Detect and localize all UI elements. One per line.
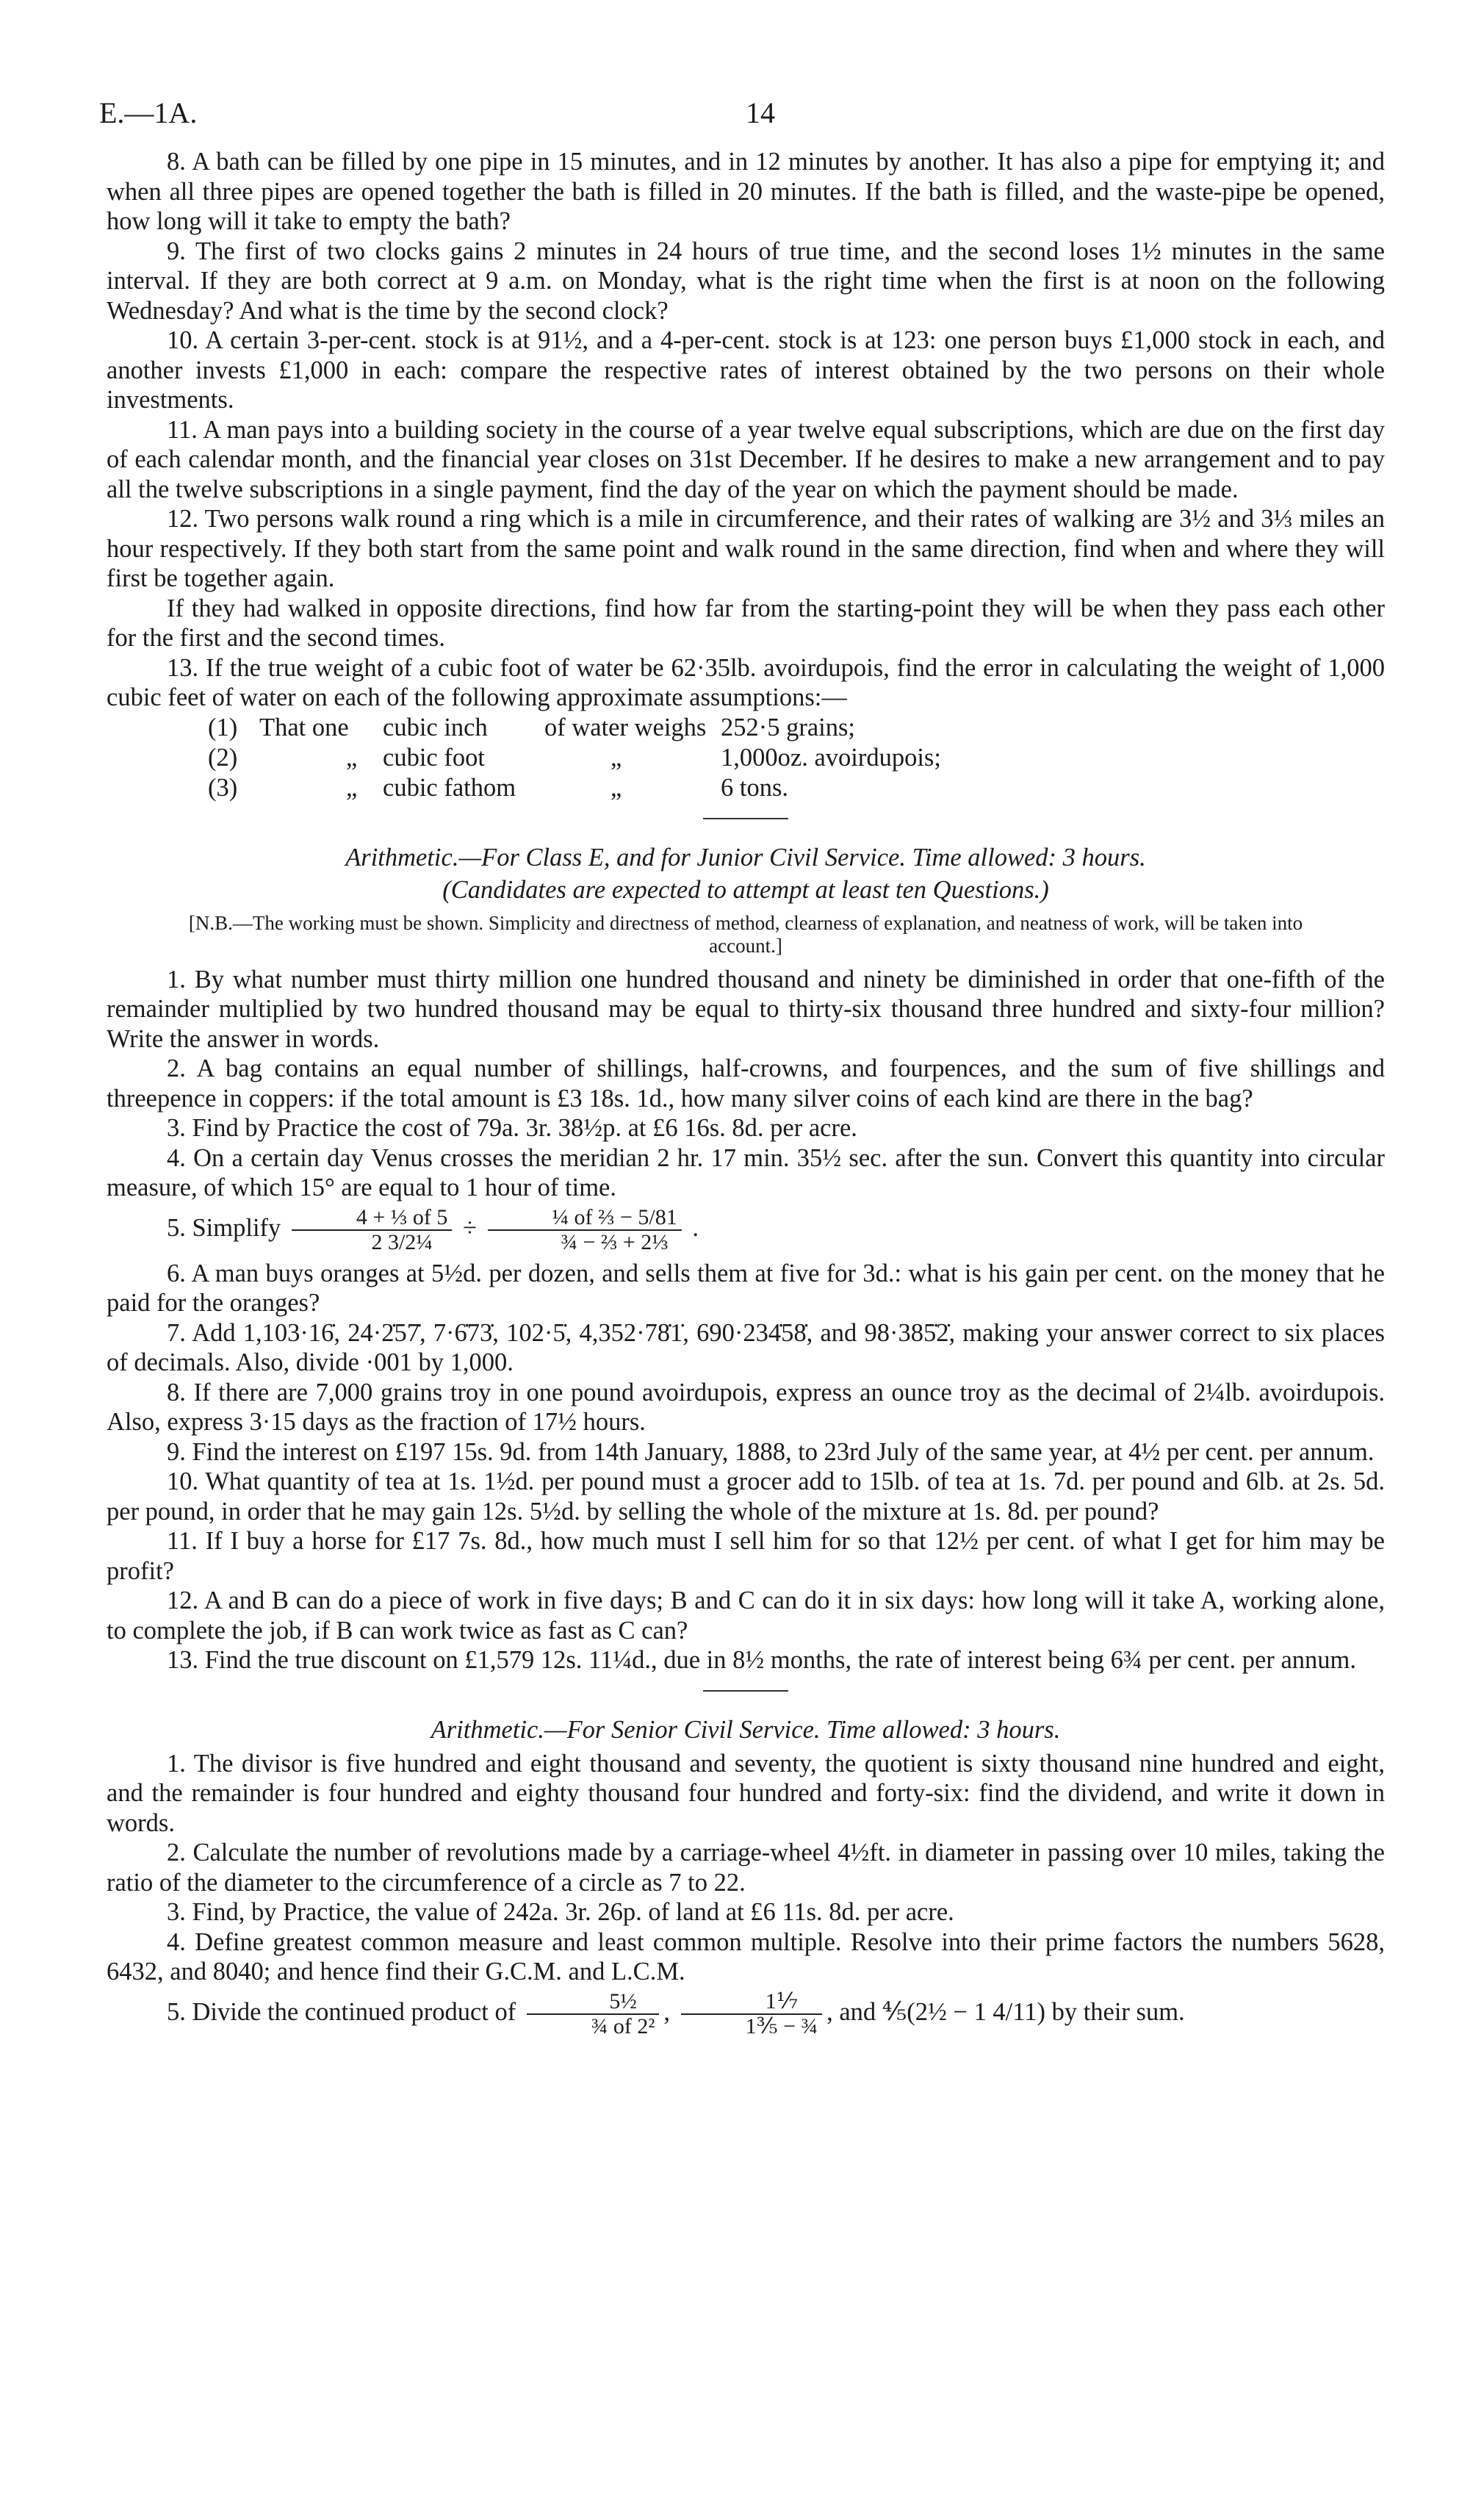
section-divider (703, 1690, 788, 1692)
question-5-tail: , and ⅘(2½ − 1 4/11) by their sum. (826, 1997, 1185, 2026)
question-12: 12. A and B can do a piece of work in five days; B and C can do it in six days: how long will it take A, working alone, to complete the job, if B can work twice as fast as C can? (107, 1587, 1385, 1645)
first-fraction-denominator: 2 3/2¼ (371, 1229, 433, 1254)
question-8: 8. If there are 7,000 grains troy in one pound avoirdupois, express an ounce troy as the decimal of 2¼lb. avoirdupois. Also, express 3·15 days as the fraction of 17½ hours. (107, 1378, 1385, 1436)
first-fraction (527, 1990, 659, 2038)
question-5-simplify (107, 1203, 1385, 1259)
question-6: 6. A man buys oranges at 5½d. per dozen, and sells them at five for 3d.: what is his gain per cent. on the money that he paid for the oranges? (107, 1259, 1385, 1317)
question-10: 10. A certain 3-per-cent. stock is at 91½, and a 4-per-cent. stock is at 123: one person buys £1,000 stock in each, and another invests £1,000 in each: compare the respective rates of interest obtained by the two persons on their whole investments. (107, 326, 1385, 414)
first-fraction (292, 1206, 452, 1254)
section-title: Arithmetic.—For Class E, and for Junior Civil Service. Time allowed: 3 hours. (345, 843, 1146, 872)
assumption-lead: That one (259, 713, 349, 741)
first-fraction-numerator: 4 + ⅓ of 5 (292, 1206, 452, 1231)
question-13: 13. If the true weight of a cubic foot of water be 62·35lb. avoirdupois, find the error in calculating the weight of 1,000 cubic feet of water on each of the following approximate assumptions:— (107, 653, 1385, 711)
question-12: 12. Two persons walk round a ring which is a mile in circumference, and their rates of walking are 3½ and 3⅓ miles an hour respectively. If they both start from the same point and walk round in the same direction, find when and where they will first be together again. (107, 505, 1385, 592)
senior-section (107, 1714, 1385, 2043)
assumption-middle: „ (610, 773, 622, 802)
class-e-section (107, 841, 1385, 1675)
assumption-item: cubic fathom (383, 773, 516, 802)
second-fraction (488, 1206, 682, 1254)
exam-page (99, 88, 1385, 2043)
question-9: 9. The first of two clocks gains 2 minutes in 24 hours of true time, and the second loses 1½ minutes in the same interval. If they are both correct at 9 a.m. on Monday, what is the right time when the first is at noon on the following Wednesday? And what is the time by the second clock? (107, 237, 1385, 325)
assumption-number: (1) (208, 713, 238, 741)
question-5-end: . (692, 1213, 699, 1242)
question-13: 13. Find the true discount on £1,579 12s. 11¼d., due in 8½ months, the rate of interest being 6¾ per cent. per annum. (167, 1646, 1356, 1674)
question-11: 11. If I buy a horse for £17 7s. 8d., how much must I sell him for so that 12½ per cent. of what I get for him may be profit? (107, 1527, 1385, 1585)
question-8: 8. A bath can be filled by one pipe in 15 minutes, and in 12 minutes by another. It has also a pipe for emptying it; and when all three pipes are opened together the bath is filled in 20 minutes. If the bath is filled, and the waste-pipe be opened, how long will it take to empty the bath? (107, 148, 1385, 235)
assumption-item: cubic inch (383, 713, 488, 741)
question-9: 9. Find the interest on £197 15s. 9d. from 14th January, 1888, to 23rd July of the same year, at 4½ per cent. per annum. (167, 1437, 1375, 1466)
second-fraction-numerator: 1⅐ (681, 1990, 823, 2015)
question-5-lead: 5. Divide the continued product of (167, 1997, 516, 2026)
question-2: 2. A bag contains an equal number of shillings, half-crowns, and fourpences, and the sum of five shillings and threepence in coppers: if the total amount is £3 18s. 1d., how many silver coins of each kind are there in the bag? (107, 1054, 1385, 1113)
section-divider (703, 818, 788, 819)
second-fraction (681, 1990, 823, 2038)
question-5-lead: 5. Simplify (167, 1213, 281, 1242)
assumption-value: 1,000oz. avoirdupois; (721, 743, 941, 772)
question-3: 3. Find by Practice the cost of 79a. 3r. 38½p. at £6 16s. 8d. per acre. (167, 1114, 857, 1142)
page-number: 14 (746, 96, 775, 129)
assumption-row (208, 773, 1385, 803)
assumption-middle: of water weighs (544, 713, 707, 741)
first-fraction-numerator: 5½ (527, 1990, 659, 2015)
first-fraction-denominator: ¾ of 2² (591, 2013, 655, 2038)
question-1: 1. By what number must thirty million one hundred thousand and ninety be diminished in order that one-fifth of the remainder multiplied by two hundred thousand may be equal to thirty-six thousand three hundred and sixty-four million? Write the answer in words. (107, 965, 1385, 1053)
assumption-middle: „ (610, 743, 622, 772)
second-fraction-denominator: 1⅗ − ¾ (745, 2013, 818, 2038)
section-subtitle: (Candidates are expected to attempt at least ten Questions.) (442, 875, 1049, 904)
question-12-continuation: If they had walked in opposite directions, find how far from the starting-point they will be when they pass each other for the first and the second times. (107, 594, 1385, 652)
assumption-lead: „ (346, 743, 358, 772)
assumption-number: (3) (208, 773, 238, 802)
question-1: 1. The divisor is five hundred and eight thousand and seventy, the quotient is sixty thousand nine hundred and eight, and the remainder is four hundred and eighty thousand four hundred and forty-six: find the dividend, and write it down in words. (107, 1749, 1385, 1837)
question-4: 4. On a certain day Venus crosses the meridian 2 hr. 17 min. 35½ sec. after the sun. Convert this quantity into circular measure, of which 15° are equal to 1 hour of time. (107, 1143, 1385, 1201)
page-header (99, 88, 1385, 147)
question-11: 11. A man pays into a building society in the course of a year twelve equal subscriptions, which are due on the first day of each calendar month, and the financial year closes on 31st December. If he desires to make a new arrangement and to pay all the twelve subscriptions in a single payment, find the day of the year on which the payment should be made. (107, 415, 1385, 503)
second-fraction-numerator: ¼ of ⅔ − 5/81 (488, 1206, 682, 1231)
assumption-value: 252·5 grains; (721, 713, 856, 741)
document-reference: E.—1A. (99, 96, 198, 129)
second-fraction-denominator: ¾ − ⅔ + 2⅓ (561, 1229, 669, 1254)
first-question-set (107, 147, 1385, 713)
question-3: 3. Find, by Practice, the value of 242a. 3r. 26p. of land at £6 11s. 8d. per acre. (167, 1898, 954, 1926)
question-5-divide: 5. Divide the continued product of $\frac{\text{5½}}{\text{¾ of 2²}}$ , $\frac{\text{1⅐}}{\text{1⅗ − ¾}}$ , and ⅘(2½ − 1 4/11) by their sum. (167, 1988, 1185, 2038)
division-sign: ÷ (462, 1213, 477, 1242)
question-4: 4. Define greatest common measure and least common multiple. Resolve into their prime factors the numbers 5628, 6432, and 8040; and hence find their G.C.M. and L.C.M. (107, 1927, 1385, 1986)
assumption-row (208, 713, 1385, 743)
assumptions-list (208, 713, 1385, 803)
assumption-row (208, 743, 1385, 773)
question-7: 7. Add 1,103·16̇, 24·2̇57̇, 7·6̇73̇, 102·5̇, 4,352·78̇1̇, 690·234̇58̇, and 98·385̇2̇, making your answer correct to six places of decimals. Also, divide ·001 by 1,000. (107, 1318, 1385, 1376)
working-note: [N.B.—The working must be shown. Simplicity and directness of method, clearness of explanation, and neatness of work, will be taken into account.] (188, 911, 1303, 957)
question-10: 10. What quantity of tea at 1s. 1½d. per pound must a grocer add to 15lb. of tea at 1s. 7d. per pound and 6lb. at 2s. 5d. per pound, in order that he may gain 12s. 5½d. by selling the whole of the mixture at 1s. 8d. per pound? (107, 1467, 1385, 1526)
section-title: Arithmetic.—For Senior Civil Service. Time allowed: 3 hours. (431, 1715, 1061, 1744)
assumption-item: cubic foot (383, 743, 485, 772)
assumption-value: 6 tons. (721, 773, 789, 802)
assumption-number: (2) (208, 743, 238, 772)
assumption-lead: „ (346, 773, 358, 802)
question-2: 2. Calculate the number of revolutions made by a carriage-wheel 4½ft. in diameter in passing over 10 miles, taking the ratio of the diameter to the circumference of a circle as 7 to 22. (107, 1839, 1385, 1897)
